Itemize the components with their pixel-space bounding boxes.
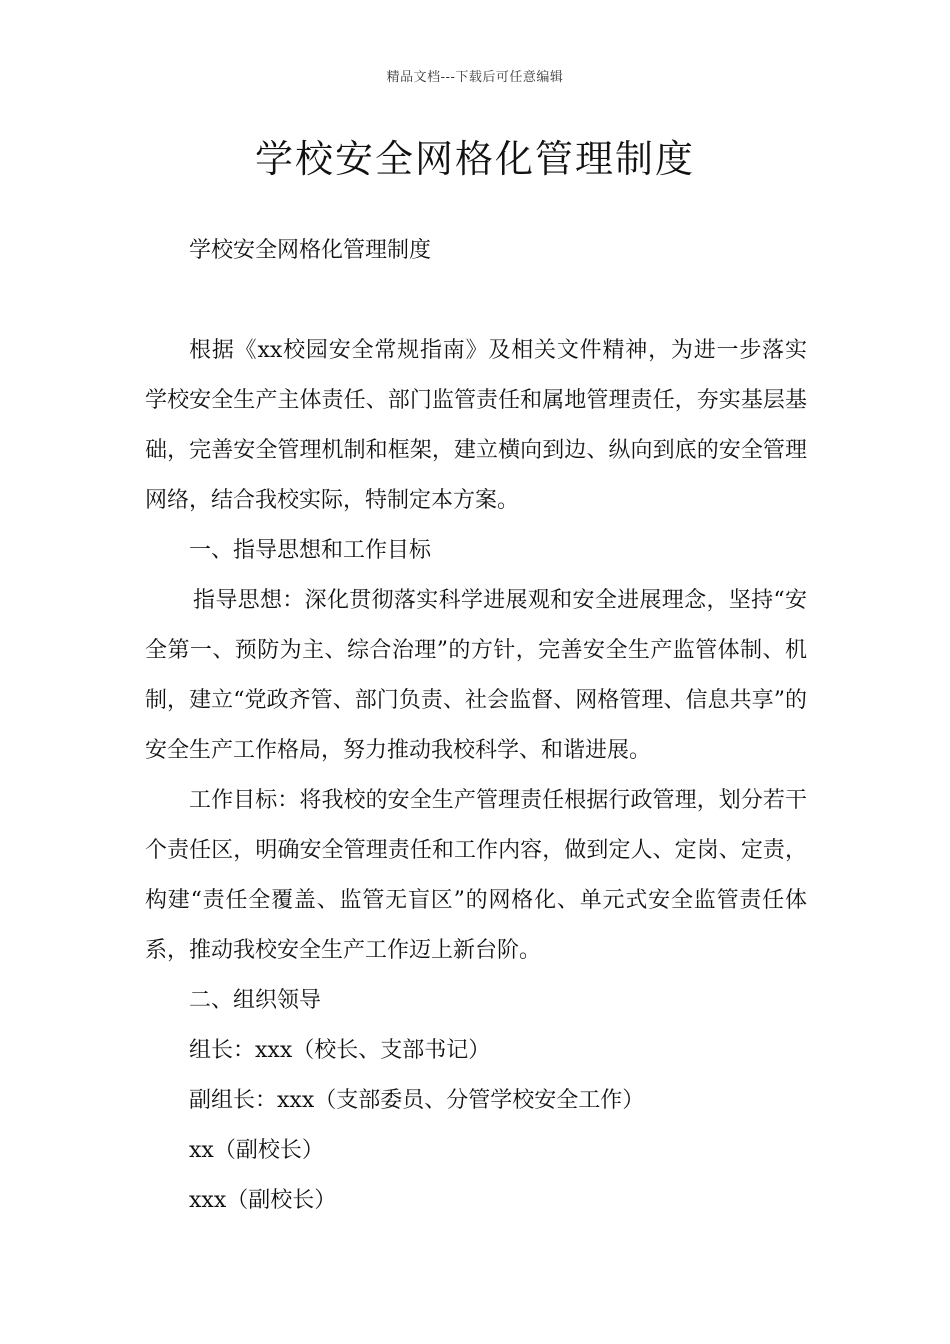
intro-paragraph: 根据《xx校园安全常规指南》及相关文件精神，为进一步落实学校安全生产主体责任、部门监管责任和属地管理责任，夯实基层基础，完善安全管理机制和框架，建立横向到边、纵向到底的安全管理网络，结合我校实际，特制定本方案。: [145, 338, 807, 513]
document-body: [145, 226, 807, 1226]
guiding-thought-paragraph: 指导思想：深化贯彻落实科学进展观和安全进展理念，坚持“安全第一、预防为主、综合治理”的方针，完善安全生产监管体制、机制，建立“党政齐管、部门负责、社会监督、网格管理、信息共享”的安全生产工作格局，努力推动我校科学、和谐进展。: [145, 588, 807, 763]
vice-principal-line-1: xx（副校长）: [189, 1138, 324, 1163]
leader-line: 组长：xxx（校长、支部书记）: [189, 1038, 491, 1063]
section-heading-2: 二、组织领导: [189, 988, 322, 1013]
header-watermark: 精品文档---下载后可任意编辑: [386, 70, 564, 85]
vice-principal-line-2: xxx（副校长）: [189, 1188, 337, 1213]
deputy-leader-line: 副组长：xxx（支部委员、分管学校安全工作）: [189, 1088, 645, 1113]
document-subtitle: 学校安全网格化管理制度: [189, 238, 432, 263]
work-goal-paragraph: 工作目标：将我校的安全生产管理责任根据行政管理，划分若干个责任区，明确安全管理责任和工作内容，做到定人、定岗、定责，构建“责任全覆盖、监管无盲区”的网格化、单元式安全监管责任体系，推动我校安全生产工作迈上新台阶。: [145, 788, 807, 963]
section-heading-1: 一、指导思想和工作目标: [189, 538, 432, 563]
document-title: 学校安全网格化管理制度: [254, 137, 695, 181]
